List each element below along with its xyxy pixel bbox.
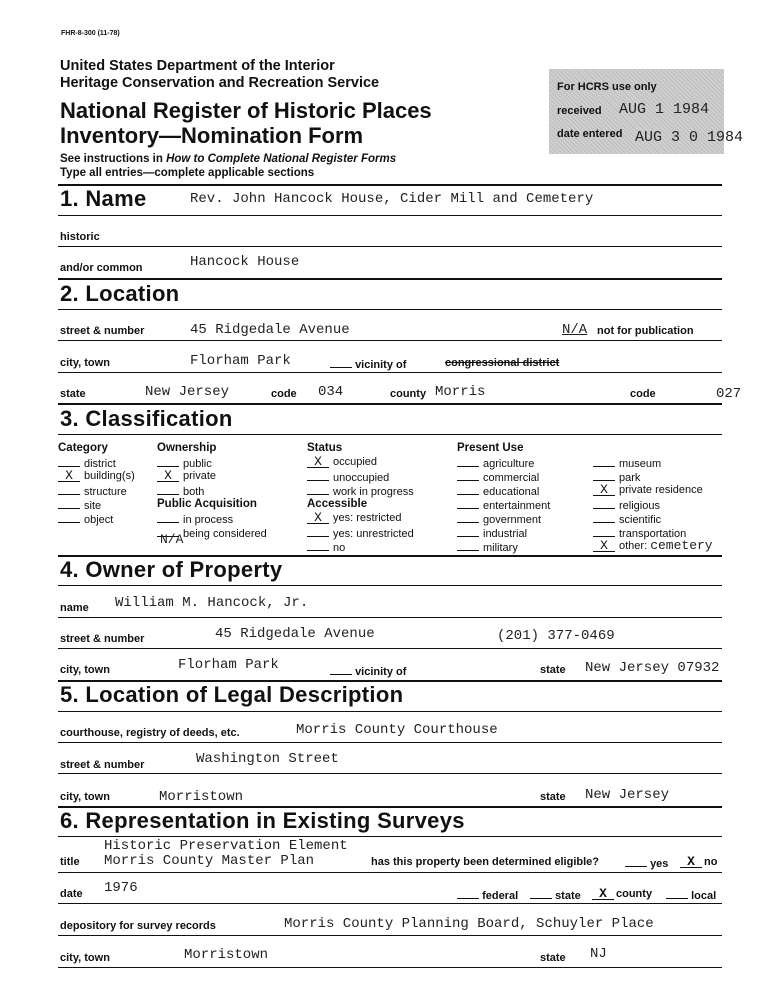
county-value: Morris: [435, 384, 486, 400]
legal-state-label: state: [540, 791, 566, 803]
owner-phone: (201) 377-0469: [497, 628, 615, 644]
hcrs-use-only-box: [549, 69, 744, 154]
accessible-no: no: [307, 539, 414, 553]
acquisition-being-considered: being considered: [157, 525, 267, 539]
category-column: [58, 441, 135, 525]
accessible-restricted: X yes: restricted: [307, 511, 414, 525]
agency-line-2: Heritage Conservation and Recreation Service: [60, 75, 380, 91]
use-transportation: transportation: [593, 525, 713, 539]
legal-city-value: Morristown: [159, 789, 244, 805]
category-district: district: [58, 455, 135, 469]
state-value: New Jersey: [145, 384, 230, 400]
use-private-residence: X private residence: [593, 483, 713, 497]
not-for-publication-label: not for publication: [597, 325, 694, 337]
use-government: government: [457, 511, 550, 525]
owner-city-label: city, town: [60, 664, 110, 676]
hcrs-heading: For HCRS use only: [557, 81, 657, 93]
ownership-column: [157, 441, 267, 539]
eligibility-question: has this property been determined eligible?: [371, 856, 599, 868]
state-code-value: 034: [318, 384, 344, 400]
level-state: state: [530, 888, 581, 902]
survey-title-line-2: Morris County Master Plan: [104, 853, 315, 869]
depository-label: depository for survey records: [60, 920, 216, 932]
received-date: AUG 1 1984: [619, 101, 710, 118]
depository-city-value: Morristown: [184, 947, 269, 963]
level-county: X county: [592, 888, 652, 900]
survey-title-line-1: Historic Preservation Element: [104, 838, 348, 854]
ownership-public: public: [157, 455, 267, 469]
acquisition-in-process: in process: [157, 511, 267, 525]
present-use-heading: Present Use: [457, 442, 524, 454]
survey-title-label: title: [60, 856, 80, 868]
acquisition-na: N/A: [160, 532, 184, 547]
accessible-heading: Accessible: [307, 498, 368, 510]
use-entertainment: entertainment: [457, 497, 550, 511]
ownership-both: both: [157, 483, 267, 497]
survey-date-label: date: [60, 888, 83, 900]
property-name-typed: Rev. John Hancock House, Cider Mill and Cemetery: [190, 191, 594, 207]
category-buildings: X building(s): [58, 469, 135, 483]
level-local: local: [666, 888, 716, 902]
historic-label: historic: [60, 231, 100, 243]
status-occupied: X occupied: [307, 455, 414, 469]
legal-street-label: street & number: [60, 759, 145, 771]
section-3-heading: 3. Classification: [60, 406, 233, 431]
legal-city-label: city, town: [60, 791, 110, 803]
use-park: park: [593, 469, 713, 483]
accessible-unrestricted: yes: unrestricted: [307, 525, 414, 539]
category-site: site: [58, 497, 135, 511]
use-other-value: cemetery: [650, 538, 713, 553]
instructions-line-2: Type all entries—complete applicable sections: [60, 167, 315, 179]
section-4-heading: 4. Owner of Property: [60, 557, 283, 582]
depository-state-label: state: [540, 952, 566, 964]
public-acquisition-heading: Public Acquisition: [157, 498, 257, 510]
use-religious: religious: [593, 497, 713, 511]
county-code-label: code: [630, 388, 656, 400]
county-label: county: [390, 388, 427, 400]
use-industrial: industrial: [457, 525, 550, 539]
received-label: received: [557, 105, 602, 117]
owner-street-value: 45 Ridgedale Avenue: [215, 626, 375, 642]
use-agriculture: agriculture: [457, 455, 550, 469]
owner-name-label: name: [60, 602, 89, 614]
legal-state-value: New Jersey: [585, 787, 670, 803]
vicinity-label: vicinity of: [330, 357, 406, 371]
use-other: X other: cemetery: [593, 539, 713, 553]
status-unoccupied: unoccupied: [307, 469, 414, 483]
owner-state-value: New Jersey 07932: [585, 660, 720, 676]
status-work-in-progress: work in progress: [307, 483, 414, 497]
category-heading: Category: [58, 442, 108, 454]
county-code-value: 027: [716, 386, 742, 402]
present-use-column-2: [593, 455, 713, 553]
city-town-label: city, town: [60, 357, 110, 369]
common-name-value: Hancock House: [190, 254, 300, 270]
category-structure: structure: [58, 483, 135, 497]
congressional-district-label: congressional district: [445, 357, 560, 369]
section-5-heading: 5. Location of Legal Description: [60, 682, 404, 707]
depository-state-value: NJ: [590, 946, 607, 962]
form-title-1: National Register of Historic Places: [60, 98, 432, 123]
street-number-label: street & number: [60, 325, 145, 337]
state-code-label: code: [271, 388, 297, 400]
courthouse-value: Morris County Courthouse: [296, 722, 498, 738]
use-educational: educational: [457, 483, 550, 497]
street-number-value: 45 Ridgedale Avenue: [190, 322, 350, 338]
category-object: object: [58, 511, 135, 525]
depository-value: Morris County Planning Board, Schuyler Place: [284, 916, 654, 932]
courthouse-label: courthouse, registry of deeds, etc.: [60, 727, 240, 739]
date-entered-label: date entered: [557, 128, 623, 140]
common-name-label: and/or common: [60, 262, 143, 274]
form-title-2: Inventory—Nomination Form: [60, 123, 364, 148]
owner-state-label: state: [540, 664, 566, 676]
use-military: military: [457, 539, 550, 553]
use-scientific: scientific: [593, 511, 713, 525]
depository-city-label: city, town: [60, 952, 110, 964]
owner-name-value: William M. Hancock, Jr.: [115, 595, 309, 611]
not-for-publication-value: N/A: [562, 322, 588, 338]
date-entered-value: AUG 3 0 1984: [635, 129, 744, 146]
use-museum: museum: [593, 455, 713, 469]
status-heading: Status: [307, 442, 343, 454]
section-1-heading: 1. Name: [60, 186, 147, 211]
form-id: FHR-8-300 (11-78): [61, 30, 120, 37]
agency-line-1: United States Department of the Interior: [60, 58, 335, 74]
use-commercial: commercial: [457, 469, 550, 483]
present-use-column-1: [457, 441, 550, 553]
ownership-heading: Ownership: [157, 442, 217, 454]
status-column: [307, 441, 414, 553]
legal-street-value: Washington Street: [196, 751, 339, 767]
section-2-heading: 2. Location: [60, 281, 180, 306]
state-label: state: [60, 388, 86, 400]
level-federal: federal: [457, 888, 518, 902]
owner-city-value: Florham Park: [178, 657, 279, 673]
section-6-heading: 6. Representation in Existing Surveys: [60, 808, 465, 833]
eligible-yes: yes: [625, 856, 668, 870]
eligible-no: X no: [680, 856, 717, 868]
owner-street-label: street & number: [60, 633, 145, 645]
owner-vicinity-label: vicinity of: [330, 664, 406, 678]
instructions-line-1: See instructions in How to Complete National Register Forms: [60, 153, 397, 165]
ownership-private: X private: [157, 469, 267, 483]
city-town-value: Florham Park: [190, 353, 291, 369]
survey-date-value: 1976: [104, 880, 138, 896]
